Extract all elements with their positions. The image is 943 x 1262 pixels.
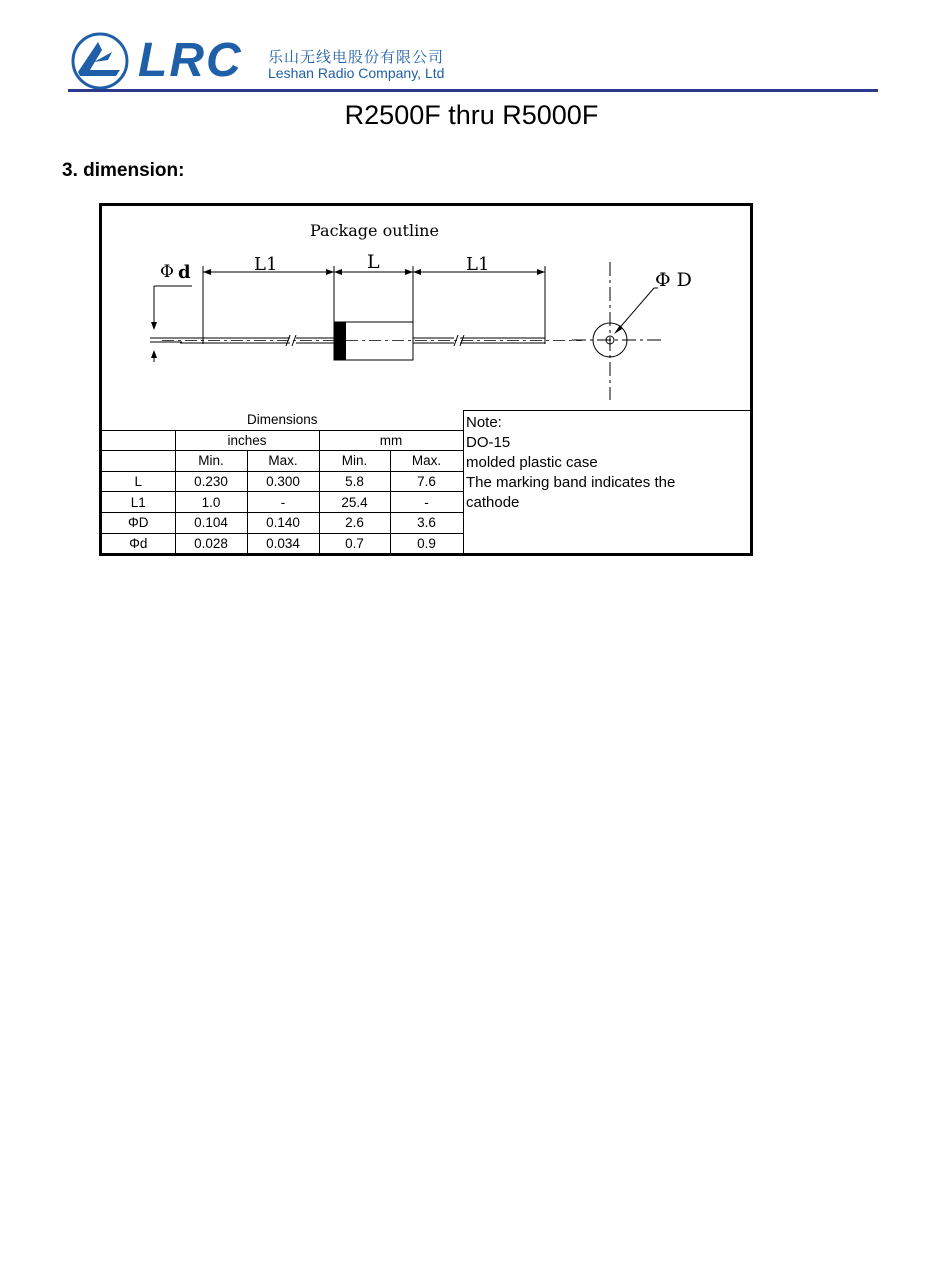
dimensions-table [102, 410, 464, 553]
company-name-english: Leshan Radio Company, Ltd [268, 65, 445, 81]
row-inches-min: 0.104 [175, 512, 247, 533]
row-mm-max: 3.6 [390, 512, 463, 533]
row-inches-min: 0.028 [175, 533, 247, 553]
row-mm-max: 7.6 [390, 471, 463, 492]
row-mm-min: 0.7 [319, 533, 390, 553]
phi-d-letter: d [178, 262, 191, 283]
note-line: DO-15 [466, 434, 511, 451]
row-symbol: L [102, 471, 175, 492]
row-mm-min: 25.4 [319, 492, 390, 513]
brand-name: LRC [138, 34, 243, 87]
dimension-label-l1-left: L1 [254, 254, 278, 275]
note-line: cathode [466, 494, 520, 511]
table-row [102, 471, 463, 492]
dimension-label-l: L [367, 251, 380, 273]
phi-d-symbol: Φ [160, 262, 174, 282]
dimension-lines [203, 266, 545, 344]
row-mm-max: 0.9 [390, 533, 463, 553]
package-outline-label: Package outline [310, 221, 439, 240]
subheader-inches-min: Min. [175, 451, 247, 472]
lead-diameter-leader [150, 286, 192, 362]
page-header [68, 32, 878, 90]
subheader-inches-max: Max. [247, 451, 319, 472]
unit-mm-header: mm [319, 430, 463, 451]
row-mm-max: - [390, 492, 463, 513]
subheader-blank-cell [102, 451, 175, 472]
row-mm-min: 2.6 [319, 512, 390, 533]
package-note [463, 410, 750, 553]
row-inches-max: 0.300 [247, 471, 319, 492]
package-dimension-frame [99, 203, 753, 556]
page-title: R2500F thru R5000F [344, 100, 599, 130]
row-symbol: ΦD [102, 512, 175, 533]
header-blank-cell [102, 430, 175, 451]
row-mm-min: 5.8 [319, 471, 390, 492]
cathode-band [334, 322, 346, 360]
subheader-mm-max: Max. [390, 451, 463, 472]
package-outline-drawing [102, 206, 750, 410]
note-line: The marking band indicates the [466, 474, 676, 491]
table-row [102, 492, 463, 513]
section-heading: 3. dimension: [62, 160, 185, 181]
note-heading: Note: [466, 414, 502, 431]
subheader-mm-min: Min. [319, 451, 390, 472]
unit-inches-header: inches [175, 430, 319, 451]
note-line: molded plastic case [466, 454, 598, 471]
end-view-diameter-label: Φ D [655, 269, 692, 291]
row-symbol: L1 [102, 492, 175, 513]
row-inches-max: - [247, 492, 319, 513]
row-inches-min: 0.230 [175, 471, 247, 492]
lrc-logo-icon [68, 32, 132, 90]
company-name-chinese: 乐山无线电股份有限公司 [268, 48, 445, 66]
table-row [102, 512, 463, 533]
row-inches-max: 0.034 [247, 533, 319, 553]
row-symbol: Φd [102, 533, 175, 553]
header-divider [68, 89, 878, 92]
dimensions-title: Dimensions [102, 410, 463, 430]
dimension-label-l1-right: L1 [466, 254, 490, 275]
row-inches-min: 1.0 [175, 492, 247, 513]
row-inches-max: 0.140 [247, 512, 319, 533]
table-row [102, 533, 463, 553]
